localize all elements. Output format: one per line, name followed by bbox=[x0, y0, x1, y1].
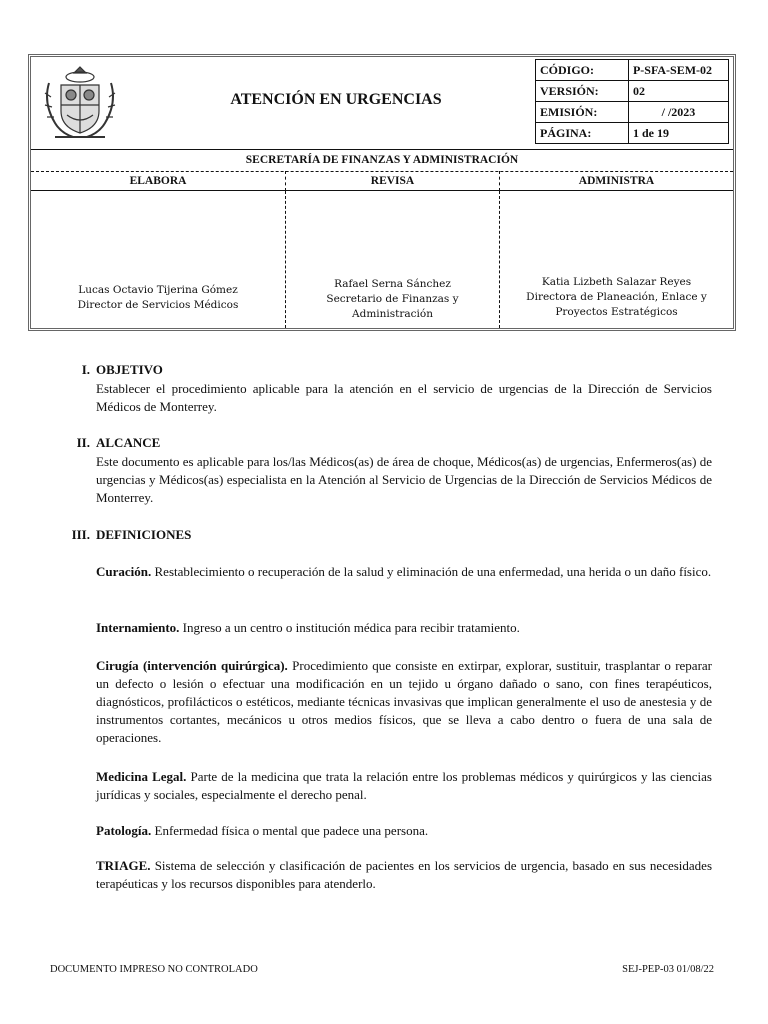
meta-value: 02 bbox=[628, 81, 728, 102]
meta-value: P-SFA-SEM-02 bbox=[628, 60, 728, 81]
meta-key: VERSIÓN: bbox=[536, 81, 629, 102]
alcance-text: Este documento es aplicable para los/las Médicos(as) de área de choque, Médicos(as) de urgencias, Enfermeros(as) de urgencias y Médicos(as) especialista en la Atención al Servicio de Urgencias de la Dirección de Servicios Médicos de Monterrey. bbox=[96, 454, 712, 505]
document-title: ATENCIÓN EN URGENCIAS bbox=[230, 91, 442, 108]
footer-form-code: SEJ-PEP-03 01/08/22 bbox=[622, 964, 714, 975]
meta-key: EMISIÓN: bbox=[536, 102, 629, 123]
definition-item bbox=[96, 563, 712, 581]
definition-term: Internamiento. bbox=[96, 620, 180, 635]
definition-text: Procedimiento que consiste en extirpar, explorar, sustituir, trasplantar o reparar un defecto o lesión o efectuar una modificación en un tejido u órgano dañado o sano, con fines terapéuticos, diagnósticos, profilácticos o estéticos, mediante técnicas invasivas que implican generalmente el uso de anestesia y de instrumentos cortantes, mecánicos u otros medios físicos, que se lleva a cabo dentro o fuera de una sala de operaciones. bbox=[96, 658, 713, 745]
meta-key: CÓDIGO: bbox=[536, 60, 629, 81]
signer-role: Secretario de Finanzas y Administración bbox=[326, 293, 459, 320]
column-heading-administra: ADMINISTRA bbox=[500, 171, 733, 191]
definition-term: TRIAGE. bbox=[96, 858, 151, 873]
definition-text: Enfermedad física o mental que padece una persona. bbox=[154, 823, 429, 838]
column-heading-revisa: REVISA bbox=[286, 171, 500, 191]
meta-row bbox=[536, 102, 729, 123]
meta-row bbox=[536, 60, 729, 81]
definition-text: Ingreso a un centro o institución médica para recibir tratamiento. bbox=[182, 620, 520, 635]
definition-term: Curación. bbox=[96, 564, 152, 579]
section-title: OBJETIVO bbox=[96, 362, 163, 377]
objetivo-text: Establecer el procedimiento aplicable para la atención en el servicio de urgencias de la Dirección de Servicios Médicos de Monterrey. bbox=[96, 381, 712, 414]
definition-text: Restablecimiento o recuperación de la salud y eliminación de una enfermedad, una herida o un daño físico. bbox=[154, 564, 712, 579]
column-heading-elabora: ELABORA bbox=[31, 171, 286, 191]
section-number: III. bbox=[71, 527, 90, 542]
signer-name: Rafael Serna Sánchez bbox=[334, 278, 451, 290]
definition-item bbox=[96, 619, 712, 637]
secretaria-label: SECRETARÍA DE FINANZAS Y ADMINISTRACIÓN bbox=[31, 149, 733, 172]
meta-value: 1 de 19 bbox=[628, 123, 728, 144]
definition-text: Sistema de selección y clasificación de pacientes en los servicios de urgencia, basado en sus necesidades terapéuticas y los recursos disponibles para atenderlo. bbox=[96, 858, 713, 891]
meta-key: PÁGINA: bbox=[536, 123, 629, 144]
coat-of-arms-icon bbox=[41, 63, 119, 143]
header-title-row bbox=[31, 57, 733, 150]
definition-item bbox=[96, 822, 712, 840]
meta-value: / /2023 bbox=[628, 102, 728, 123]
definition-item bbox=[96, 768, 712, 804]
signature-cell-revisa bbox=[286, 191, 500, 328]
meta-row bbox=[536, 123, 729, 144]
definition-item bbox=[96, 657, 712, 747]
section-title: DEFINICIONES bbox=[96, 527, 192, 542]
document-header bbox=[28, 54, 736, 331]
signer-block bbox=[286, 277, 499, 322]
section-number: I. bbox=[81, 362, 90, 377]
signature-cell-administra bbox=[500, 191, 733, 328]
definition-item bbox=[96, 857, 712, 893]
signer-name: Lucas Octavio Tijerina Gómez bbox=[78, 284, 238, 296]
section-title: ALCANCE bbox=[96, 435, 161, 450]
footer-uncontrolled-notice: DOCUMENTO IMPRESO NO CONTROLADO bbox=[50, 964, 258, 975]
signer-role: Directora de Planeación, Enlace y Proyectos Estratégicos bbox=[526, 291, 707, 318]
signer-name: Katia Lizbeth Salazar Reyes bbox=[541, 276, 692, 288]
signer-role: Director de Servicios Médicos bbox=[77, 299, 239, 311]
definition-text: Parte de la medicina que trata la relación entre los problemas médicos y quirúrgicos y las ciencias jurídicas y sociales, especialmente el derecho penal. bbox=[96, 769, 712, 802]
signature-cell-elabora bbox=[31, 191, 286, 328]
meta-row bbox=[536, 81, 729, 102]
definition-term: Medicina Legal. bbox=[96, 769, 187, 784]
signer-block bbox=[500, 275, 733, 320]
section-number: II. bbox=[76, 435, 90, 450]
signer-block bbox=[31, 283, 285, 313]
definition-term: Patología. bbox=[96, 823, 152, 838]
document-meta-table bbox=[535, 59, 729, 144]
definition-term: Cirugía (intervención quirúrgica). bbox=[96, 658, 288, 673]
